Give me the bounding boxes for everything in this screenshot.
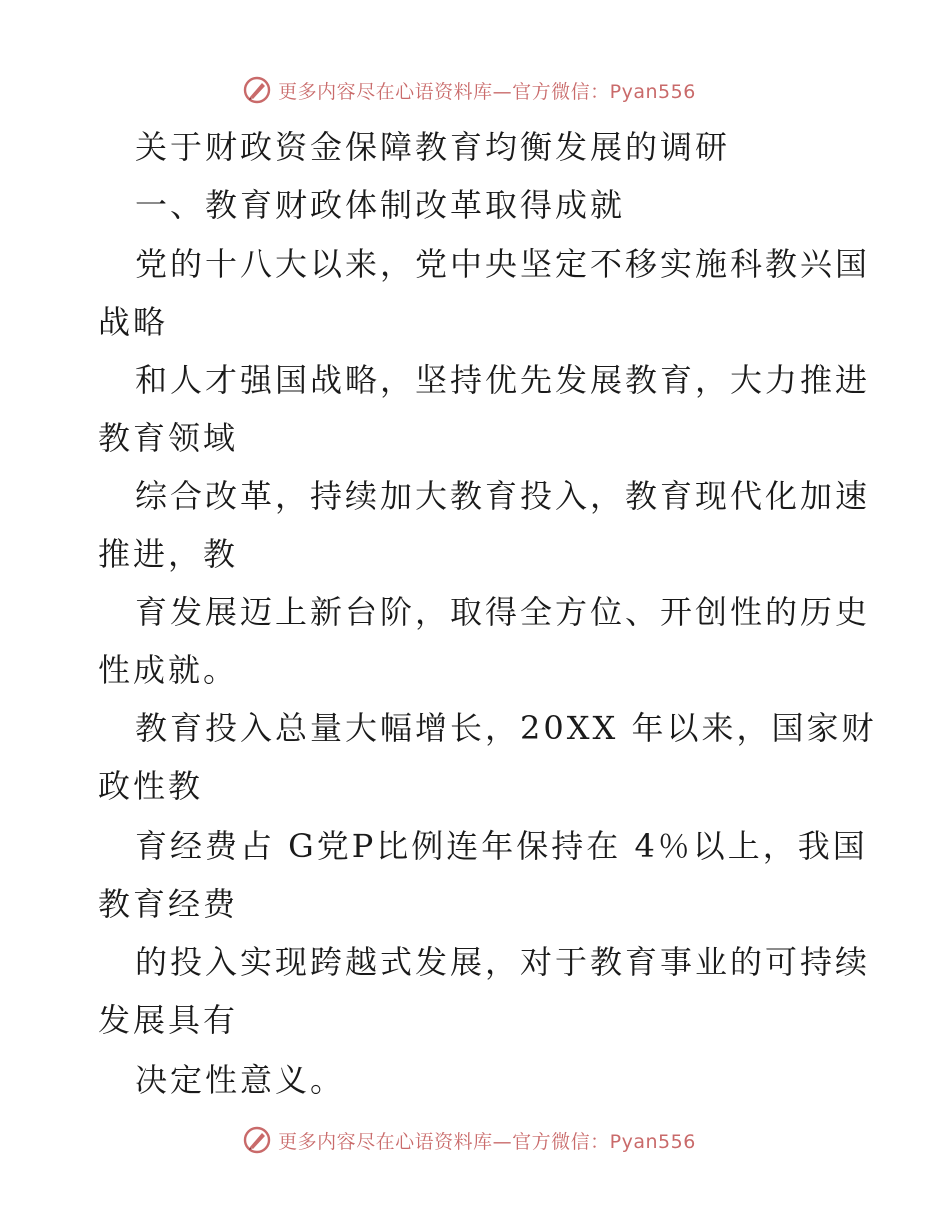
paragraph-line: 育经费占 G党P比例连年保持在 4％以上，我国 — [135, 827, 868, 865]
paragraph-line: 育发展迈上新台阶，取得全方位、开创性的历史 — [135, 593, 871, 631]
paragraph-line: 的投入实现跨越式发展，对于教育事业的可持续 — [135, 943, 871, 981]
section-heading: 一、教育财政体制改革取得成就 — [135, 186, 626, 224]
paragraph-line: 性成就。 — [98, 651, 239, 689]
paragraph-line: 发展具有 — [98, 1001, 239, 1039]
paragraph-line: 政性教 — [98, 767, 204, 805]
watermark-group — [242, 1125, 696, 1155]
paragraph-line: 决定性意义。 — [135, 1061, 346, 1099]
paragraph-line: 综合改革，持续加大教育投入，教育现代化加速 — [135, 477, 871, 515]
paragraph-line: 教育经费 — [98, 885, 239, 923]
paragraph-line: 党的十八大以来，党中央坚定不移实施科教兴国 — [135, 245, 871, 283]
paragraph-line: 和人才强国战略，坚持优先发展教育，大力推进 — [135, 361, 871, 399]
paragraph-line: 推进，教 — [98, 535, 239, 573]
pen-logo-icon — [242, 1125, 272, 1155]
watermark-text: 更多内容尽在心语资料库—官方微信：Pyan556 — [278, 80, 696, 103]
paragraph-line: 教育领域 — [98, 419, 239, 457]
paragraph-line: 教育投入总量大幅增长，20XX 年以来，国家财 — [135, 709, 877, 747]
watermark-banner-bottom — [0, 1120, 950, 1160]
document-title: 关于财政资金保障教育均衡发展的调研 — [135, 128, 731, 166]
watermark-text: 更多内容尽在心语资料库—官方微信：Pyan556 — [278, 1130, 696, 1153]
paragraph-line: 战略 — [98, 303, 169, 341]
